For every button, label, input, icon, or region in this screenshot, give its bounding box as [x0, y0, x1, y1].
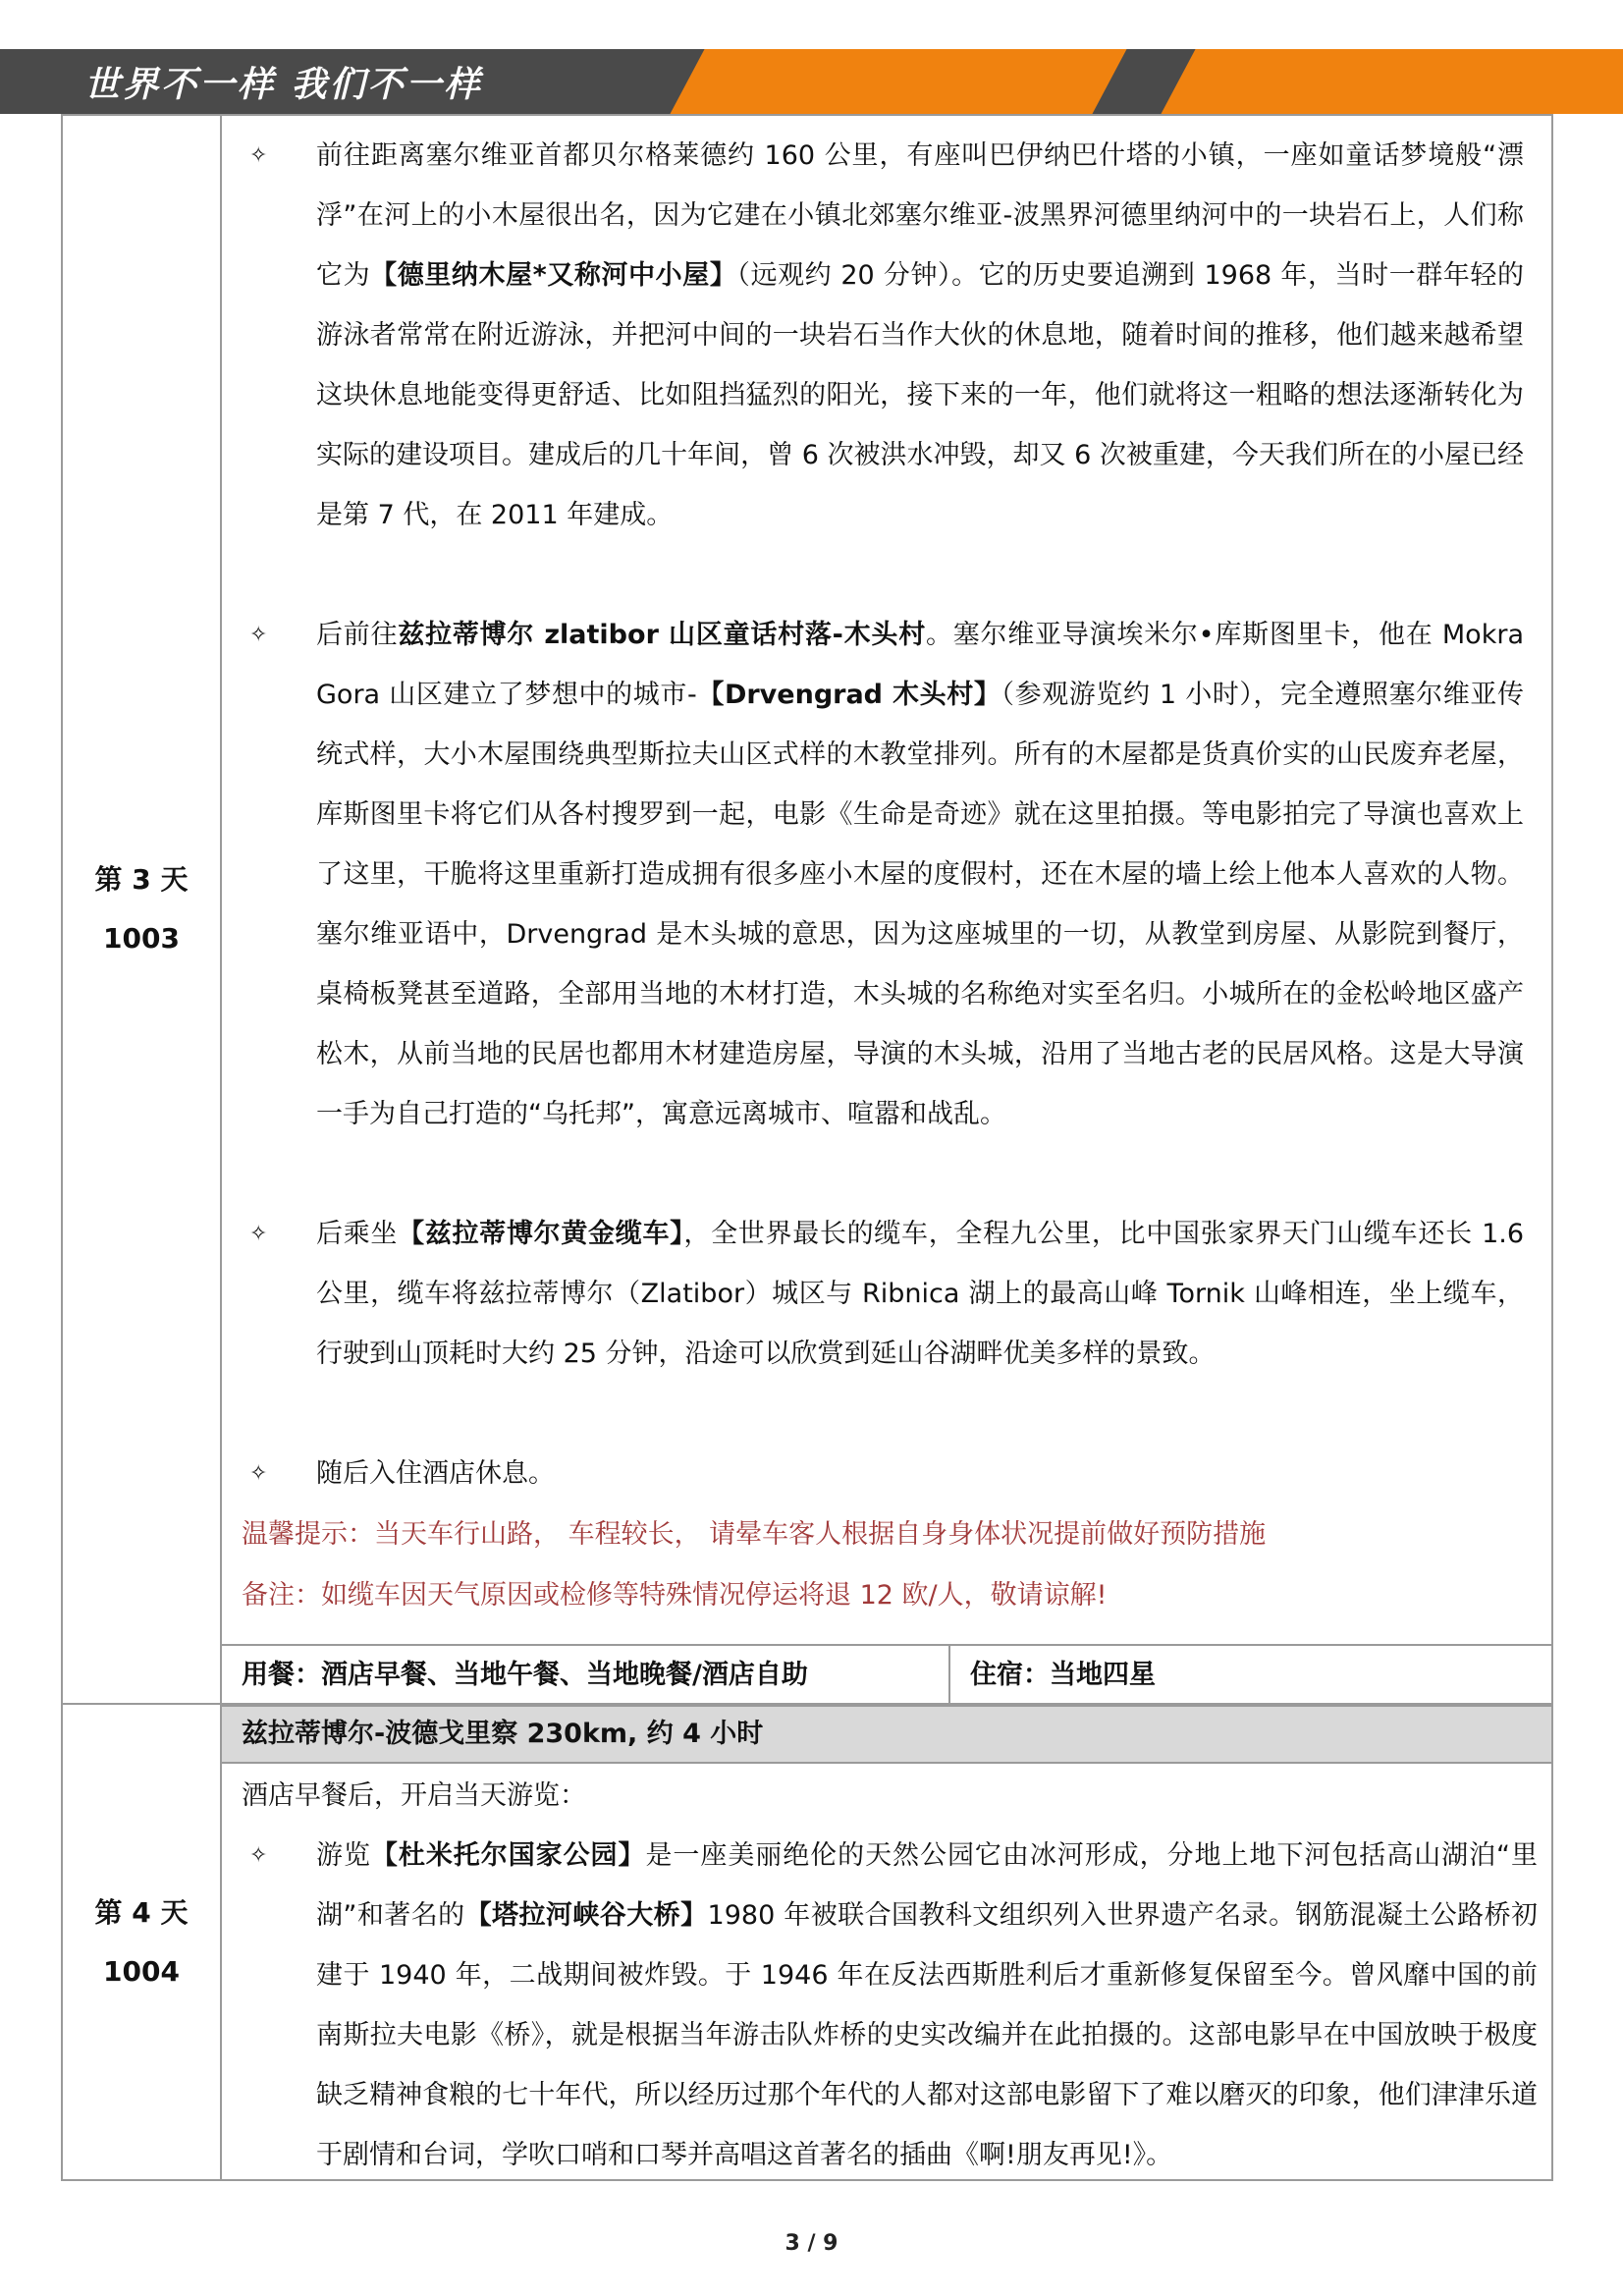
day-4-row [61, 1703, 1553, 2181]
header-banner [0, 49, 1623, 114]
text: 随后入住酒店休息。 [316, 1458, 555, 1489]
text: 后乘坐 [316, 1219, 399, 1249]
day-4-label: 第 4 天 [94, 1895, 189, 1929]
day-3-bullet-4 [222, 1444, 1551, 1503]
day-4-intro: 酒店早餐后，开启当天游览： [242, 1780, 586, 1811]
day-3-bullet-3 [222, 1204, 1551, 1384]
day-3-bullet-2 [222, 605, 1551, 1144]
day-4-label-cell [63, 1705, 222, 2179]
text: ，全世界最长的缆车，全程九公里，比中国张家界天门山缆车还长 1.6 公里，缆车将兹拉蒂博尔（Zlatibor）城区与 Ribnica 湖上的最高山峰 Tornik 山峰相连，坐上缆车，行驶到山顶耗时大约 25 分钟，沿途可以欣赏到延山谷湖畔优美多样的景致。 [316, 1219, 1525, 1369]
page-number: 3 / 9 [784, 2231, 839, 2256]
day-3-code: 1003 [103, 922, 180, 955]
day-3-label: 第 3 天 [94, 863, 189, 896]
highlight-text: 【兹拉蒂博尔黄金缆车】 [398, 1219, 684, 1249]
day-3-travel-tip: 温馨提示：当天车行山路， 车程较长， 请晕车客人根据自身身体状况提前做好预防措施 [242, 1519, 1267, 1550]
day-3-label-cell [63, 116, 222, 1703]
banner-slogan: 世界不一样 我们不一样 [84, 64, 483, 105]
banner-orange-stripe [1161, 49, 1623, 114]
bullet-icon: ✧ [249, 1461, 268, 1486]
bullet-icon: ✧ [249, 1843, 268, 1868]
itinerary-table [61, 114, 1553, 2181]
bullet-icon: ✧ [249, 143, 268, 168]
text: 前往距离塞尔维亚首都贝尔格莱德约 160 公里，有座叫巴伊纳巴什塔的小镇，一座如童话梦境般“漂浮”在河上的小木屋很出名，因为它建在小镇北郊塞尔维亚-波黑界河德里纳河中的一块岩石上，人们称它为 [316, 140, 1524, 291]
text: 1980 年被联合国教科文组织列入世界遗产名录。钢筋混凝土公路桥初建于 1940 年，二战期间被炸毁。于 1946 年在反法西斯胜利后才重新修复保留至今。曾风靡中国的前南斯拉夫电影《桥》，就是根据当年游击队炸桥的史实改编并在此拍摄的。这部电影早在中国放映于极度缺乏精神食粮的七十年代，所以经历过那个年代的人都对这部电影留下了难以磨灭的印象，他们津津乐道于剧情和台词，学吹口哨和口琴并高唱这首著名的插曲《啊!朋友再见!》。 [316, 1900, 1539, 2170]
highlight-text: 兹拉蒂博尔 zlatibor 山区童话村落-木头村 [398, 620, 926, 650]
day-3-hotel: 住宿：当地四星 [948, 1644, 1551, 1705]
day-4-code: 1004 [103, 1954, 180, 1988]
highlight-text: 【Drvengrad 木头村】 [696, 680, 1001, 710]
text: 。塞尔维亚导演埃米尔•库斯图里卡，他在 Mokra Gora 山区建立了梦想中的城市- [316, 620, 1524, 710]
day-4-route-header: 兹拉蒂博尔-波德戈里察 230km, 约 4 小时 [222, 1705, 1551, 1764]
bullet-icon: ✧ [249, 1222, 268, 1246]
highlight-text: 【杜米托尔国家公园】 [370, 1840, 646, 1871]
text: （远观约 20 分钟）。它的历史要追溯到 1968 年，当时一群年轻的游泳者常常在附近游泳，并把河中间的一块岩石当作大伙的休息地，随着时间的推移，他们越来越希望这块休息地能变得更舒适、比如阻挡猛烈的阳光，接下来的一年，他们就将这一粗略的想法逐渐转化为实际的建设项目。建成后的几十年间，曾 6 次被洪水冲毁，却又 6 次被重建，今天我们所在的小屋已经是第 7 代，在 2011 年建成。 [316, 260, 1525, 530]
day-3-bullet-1 [222, 126, 1551, 545]
day-4-bullet-1 [222, 1826, 1551, 2185]
day-3-meals: 用餐：酒店早餐、当地午餐、当地晚餐/酒店自助 [222, 1644, 948, 1705]
day-3-remark: 备注：如缆车因天气原因或检修等特殊情况停运将退 12 欧/人，敬请谅解! [242, 1580, 1108, 1611]
text: 后前往 [316, 620, 399, 650]
text: 游览 [316, 1840, 371, 1871]
highlight-text: 【德里纳木屋*又称河中小屋】 [370, 260, 737, 291]
text: （参观游览约 1 小时），完全遵照塞尔维亚传统式样，大小木屋围绕典型斯拉夫山区式样的木教堂排列。所有的木屋都是货真价实的山民废弃老屋，库斯图里卡将它们从各村搜罗到一起，电影《生命是奇迹》就在这里拍摄。等电影拍完了导演也喜欢上了这里，干脆将这里重新打造成拥有很多座小木屋的度假村，还在木屋的墙上绘上他本人喜欢的人物。塞尔维亚语中，Drvengrad 是木头城的意思，因为这座城里的一切，从教堂到房屋、从影院到餐厅，桌椅板凳甚至道路，全部用当地的木材打造，木头城的名称绝对实至名归。小城所在的金松岭地区盛产松木，从前当地的民居也都用木材建造房屋，导演的木头城，沿用了当地古老的民居风格。这是大导演一手为自己打造的“乌托邦”，寓意远离城市、喧嚣和战乱。 [316, 680, 1525, 1129]
text: 是一座美丽绝伦的天然公园它由冰河形成，分地上地下河包括高山湖泊“里湖”和著名的 [316, 1840, 1539, 1931]
banner-orange-stripe [670, 49, 1126, 114]
day-3-row [61, 114, 1553, 1705]
highlight-text: 【塔拉河峡谷大桥】 [464, 1900, 708, 1931]
bullet-icon: ✧ [249, 623, 268, 647]
